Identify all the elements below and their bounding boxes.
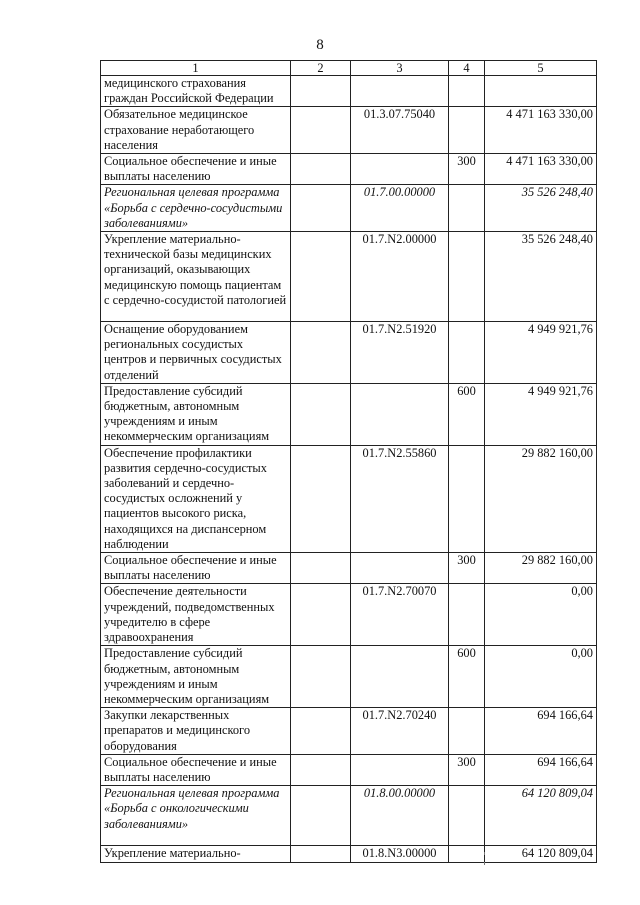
row-code-cell: 01.7.00.00000 xyxy=(351,185,449,232)
row-amount-cell: 29 882 160,00 xyxy=(485,553,597,584)
row-empty-cell xyxy=(291,553,351,584)
row-type-cell: 600 xyxy=(449,646,485,708)
column-header-4: 4 xyxy=(449,61,485,76)
row-amount-cell: 64 120 809,04 xyxy=(485,786,597,846)
page-number: 8 xyxy=(316,37,324,53)
row-empty-cell xyxy=(291,445,351,552)
row-amount-cell: 4 949 921,76 xyxy=(485,322,597,384)
row-code-cell: 01.8.00.00000 xyxy=(351,786,449,846)
row-name-cell: Обязательное медицинское страхование неработающего населения xyxy=(101,107,291,154)
row-name-cell: Региональная целевая программа «Борьба с онкологическими заболеваниями» xyxy=(101,786,291,846)
row-code-cell: 01.3.07.75040 xyxy=(351,107,449,154)
row-type-cell xyxy=(449,232,485,322)
row-code-cell xyxy=(351,754,449,785)
row-empty-cell xyxy=(291,786,351,846)
row-type-cell xyxy=(449,107,485,154)
row-name-cell: Предоставление субсидий бюджетным, автономным учреждениям и иным некоммерческим организациям xyxy=(101,646,291,708)
row-code-cell: 01.8.N3.00000 xyxy=(351,846,449,863)
row-name-cell: медицинского страхования граждан Российской Федерации xyxy=(101,76,291,107)
table-row xyxy=(101,383,597,445)
row-code-cell xyxy=(351,76,449,107)
row-type-cell: 300 xyxy=(449,553,485,584)
column-header-2: 2 xyxy=(291,61,351,76)
row-amount-cell xyxy=(485,76,597,107)
row-empty-cell xyxy=(291,76,351,107)
row-type-cell xyxy=(449,322,485,384)
row-amount-cell: 35 526 248,40 xyxy=(485,185,597,232)
row-name-cell: Закупки лекарственных препаратов и медицинского оборудования xyxy=(101,708,291,755)
header-row xyxy=(101,61,597,76)
row-name-cell: Оснащение оборудованием региональных сосудистых центров и первичных сосудистых отделений xyxy=(101,322,291,384)
row-empty-cell xyxy=(291,154,351,185)
row-type-cell xyxy=(449,584,485,646)
row-amount-cell: 35 526 248,40 xyxy=(485,232,597,322)
row-empty-cell xyxy=(291,107,351,154)
row-empty-cell xyxy=(291,584,351,646)
table-row xyxy=(101,322,597,384)
table-row xyxy=(101,584,597,646)
row-name-cell: Укрепление материально- xyxy=(101,846,291,863)
row-name-cell: Социальное обеспечение и иные выплаты населению xyxy=(101,553,291,584)
row-type-cell: 300 xyxy=(449,154,485,185)
row-empty-cell xyxy=(291,232,351,322)
table-body xyxy=(101,76,597,863)
row-code-cell: 01.7.N2.00000 xyxy=(351,232,449,322)
table-row xyxy=(101,754,597,785)
row-code-cell: 01.7.N2.51920 xyxy=(351,322,449,384)
row-name-cell: Предоставление субсидий бюджетным, автономным учреждениям и иным некоммерческим организациям xyxy=(101,383,291,445)
program-row xyxy=(101,786,597,846)
scan-artifact xyxy=(484,862,485,865)
table-row xyxy=(101,232,597,322)
program-row xyxy=(101,185,597,232)
row-name-cell: Обеспечение профилактики развития сердечно-сосудистых заболеваний и сердечно-сосудистых осложнений у пациентов высокого риска, находящихся на диспансерном наблюдении xyxy=(101,445,291,552)
row-amount-cell: 4 471 163 330,00 xyxy=(485,107,597,154)
row-type-cell xyxy=(449,708,485,755)
table-row xyxy=(101,154,597,185)
table-row xyxy=(101,445,597,552)
row-code-cell xyxy=(351,154,449,185)
row-name-cell: Социальное обеспечение и иные выплаты населению xyxy=(101,154,291,185)
table-row xyxy=(101,76,597,107)
row-code-cell: 01.7.N2.70070 xyxy=(351,584,449,646)
column-header-5: 5 xyxy=(485,61,597,76)
row-amount-cell: 0,00 xyxy=(485,584,597,646)
scan-artifact xyxy=(484,852,485,855)
budget-table xyxy=(100,60,597,863)
table-row xyxy=(101,553,597,584)
table-row xyxy=(101,646,597,708)
row-empty-cell xyxy=(291,846,351,863)
row-code-cell xyxy=(351,553,449,584)
table-row xyxy=(101,846,597,863)
row-type-cell xyxy=(449,445,485,552)
row-name-cell: Укрепление материально-технической базы медицинских организаций, оказывающих медицинскую помощь пациентам с сердечно-сосудистой патологией xyxy=(101,232,291,322)
row-name-cell: Региональная целевая программа «Борьба с сердечно-сосудистыми заболеваниями» xyxy=(101,185,291,232)
row-code-cell xyxy=(351,383,449,445)
row-amount-cell: 0,00 xyxy=(485,646,597,708)
row-type-cell xyxy=(449,76,485,107)
row-name-cell: Обеспечение деятельности учреждений, подведомственных учредителю в сфере здравоохранения xyxy=(101,584,291,646)
column-header-3: 3 xyxy=(351,61,449,76)
row-amount-cell: 694 166,64 xyxy=(485,708,597,755)
row-empty-cell xyxy=(291,646,351,708)
row-empty-cell xyxy=(291,754,351,785)
row-type-cell xyxy=(449,846,485,863)
column-header-1: 1 xyxy=(101,61,291,76)
table-row xyxy=(101,708,597,755)
row-type-cell: 300 xyxy=(449,754,485,785)
row-empty-cell xyxy=(291,185,351,232)
row-amount-cell: 29 882 160,00 xyxy=(485,445,597,552)
row-empty-cell xyxy=(291,383,351,445)
table-row xyxy=(101,107,597,154)
row-code-cell xyxy=(351,646,449,708)
row-name-cell: Социальное обеспечение и иные выплаты населению xyxy=(101,754,291,785)
row-code-cell: 01.7.N2.55860 xyxy=(351,445,449,552)
row-amount-cell: 4 949 921,76 xyxy=(485,383,597,445)
row-type-cell: 600 xyxy=(449,383,485,445)
row-type-cell xyxy=(449,185,485,232)
row-amount-cell: 694 166,64 xyxy=(485,754,597,785)
row-code-cell: 01.7.N2.70240 xyxy=(351,708,449,755)
row-type-cell xyxy=(449,786,485,846)
row-amount-cell: 4 471 163 330,00 xyxy=(485,154,597,185)
row-empty-cell xyxy=(291,708,351,755)
row-amount-cell: 64 120 809,04 xyxy=(485,846,597,863)
row-empty-cell xyxy=(291,322,351,384)
